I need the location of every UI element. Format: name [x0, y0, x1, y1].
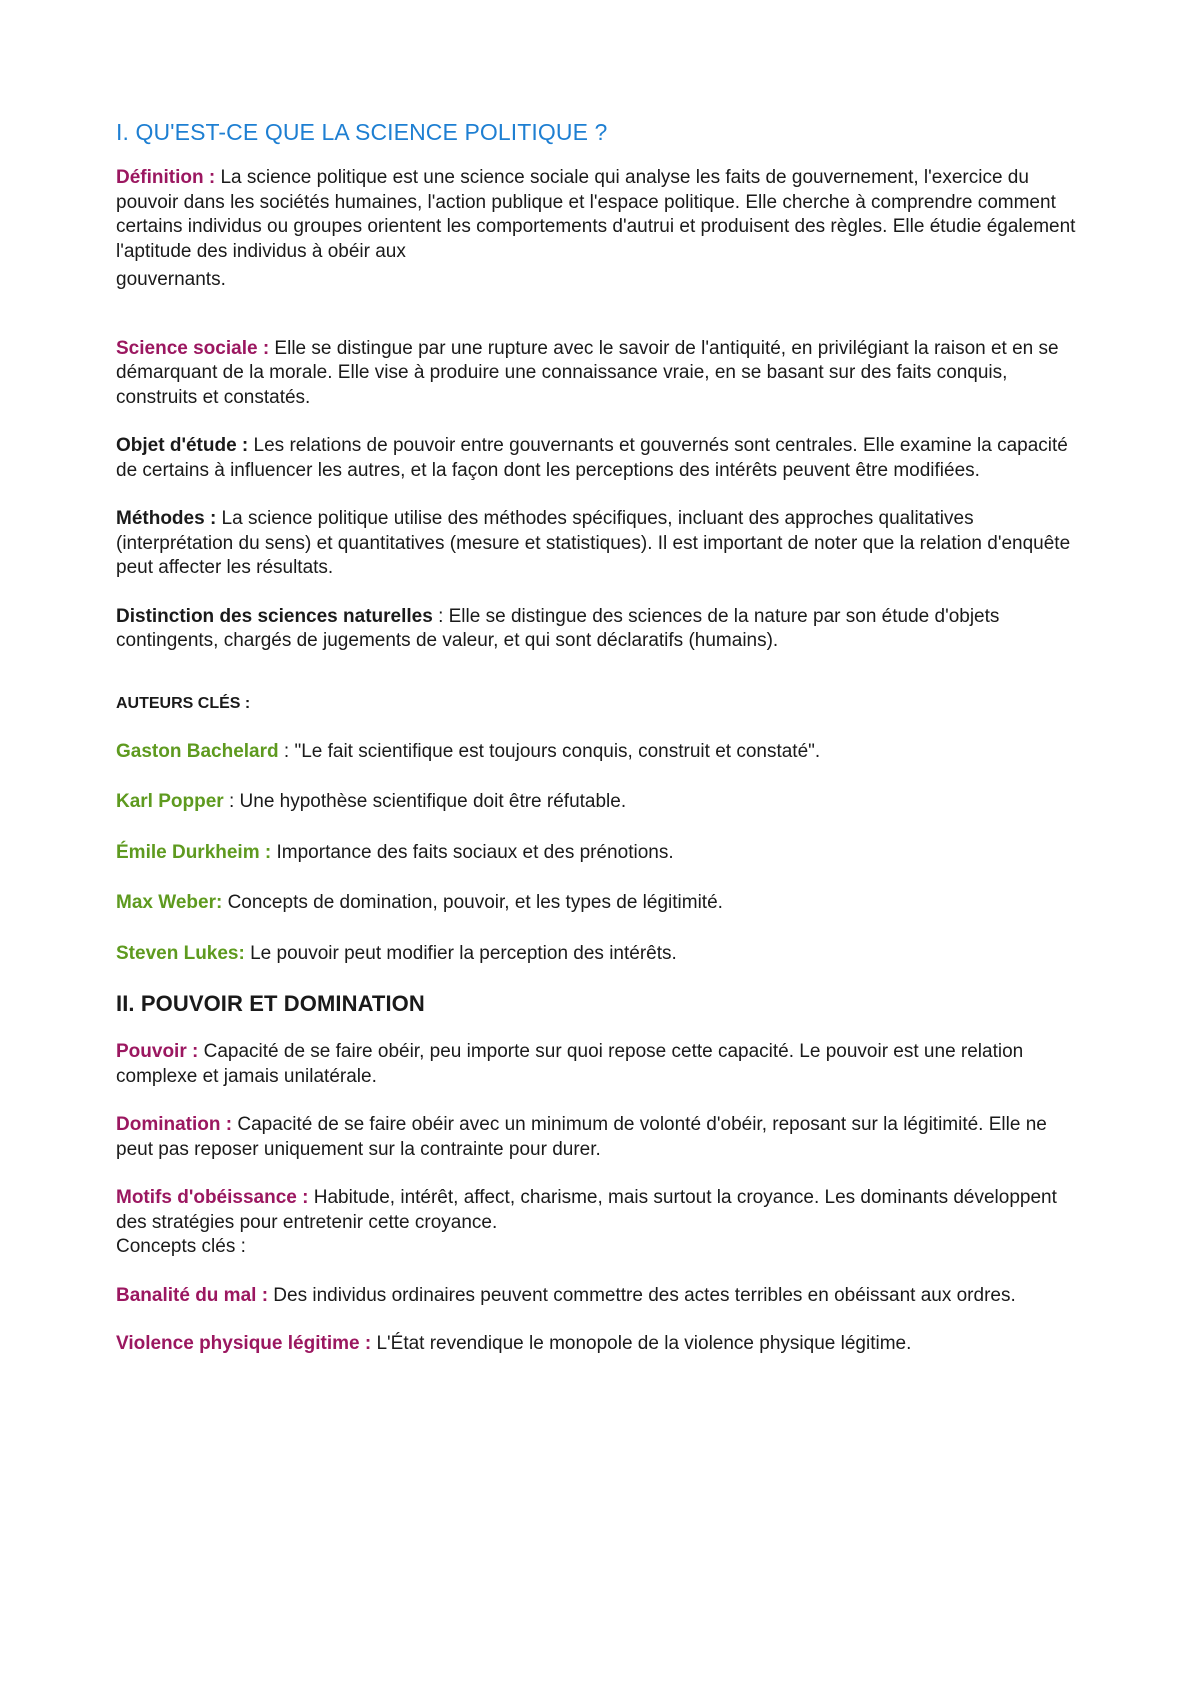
domination-text: Capacité de se faire obéir avec un minimum de volonté d'obéir, reposant sur la légitimité. Elle ne peut pas reposer uniquement sur la contrainte pour durer.	[116, 1114, 1047, 1160]
document-page	[116, 118, 1086, 1357]
author-name: Émile Durkheim :	[116, 841, 272, 863]
auteurs-label: AUTEURS CLÉS :	[116, 694, 251, 712]
pouvoir-term: Pouvoir :	[116, 1041, 199, 1062]
author-name: Steven Lukes:	[116, 942, 245, 964]
author-name: Karl Popper	[116, 791, 224, 812]
author-item	[116, 790, 1086, 815]
pouvoir-paragraph	[116, 1040, 1086, 1089]
methodes-paragraph	[116, 507, 1086, 581]
distinction-text: : Elle se distingue des sciences de la nature par son étude d'objets contingents, chargés de jugements de valeur, et qui sont déclaratifs (humains).	[116, 605, 1000, 651]
methodes-text: La science politique utilise des méthodes spécifiques, incluant des approches qualitatives (interprétation du sens) et quantitatives (mesure et statistiques). Il est important de noter que la relation d'enquête peut affecter les résultats.	[116, 508, 1071, 578]
objet-etude-text: Les relations de pouvoir entre gouvernants et gouvernés sont centrales. Elle examine la capacité de certains à influencer les autres, et la façon dont les perceptions des intérêts peuvent être modifiées.	[116, 435, 1068, 481]
science-sociale-paragraph	[116, 337, 1086, 411]
author-text: : Une hypothèse scientifique doit être réfutable.	[223, 791, 627, 812]
methodes-term: Méthodes :	[116, 508, 217, 529]
author-name: Max Weber:	[116, 892, 223, 913]
motifs-paragraph	[116, 1186, 1086, 1260]
definition-text: La science politique est une science sociale qui analyse les faits de gouvernement, l'exercice du pouvoir dans les sociétés humaines, l'action publique et l'espace politique. Elle cherche à comprendre comment certains individus ou groupes orientent les comportements d'autrui et produisent des règles. Elle étudie également l'aptitude des individus à obéir aux	[116, 167, 1076, 262]
pouvoir-text: Capacité de se faire obéir, peu importe sur quoi repose cette capacité. Le pouvoir est une relation complexe et jamais unilatérale.	[116, 1041, 1024, 1087]
motifs-text: Habitude, intérêt, affect, charisme, mais surtout la croyance. Les dominants développent des stratégies pour entretenir cette croyance.	[116, 1187, 1057, 1233]
distinction-term: Distinction des sciences naturelles	[116, 605, 433, 627]
objet-etude-paragraph	[116, 434, 1086, 483]
author-item	[116, 841, 1086, 866]
motifs-term: Motifs d'obéissance :	[116, 1187, 309, 1208]
violence-text: L'État revendique le monopole de la violence physique légitime.	[371, 1333, 912, 1354]
author-item	[116, 942, 1086, 967]
science-sociale-text: Elle se distingue par une rupture avec le savoir de l'antiquité, en privilégiant la raison et en se démarquant de la morale. Elle vise à produire une connaissance vraie, en se basant sur des faits conquis, construits et constatés.	[116, 337, 1059, 408]
distinction-paragraph	[116, 605, 1086, 654]
section-2-title: II. POUVOIR ET DOMINATION	[116, 991, 425, 1016]
definition-text-end: gouvernants.	[116, 269, 226, 290]
author-item	[116, 891, 1086, 916]
concepts-cles-label: Concepts clés :	[116, 1236, 246, 1257]
author-text: Concepts de domination, pouvoir, et les types de légitimité.	[222, 892, 723, 913]
author-name: Gaston Bachelard	[116, 740, 279, 762]
authors-list	[116, 740, 1086, 967]
domination-paragraph	[116, 1113, 1086, 1162]
science-sociale-term: Science sociale :	[116, 337, 270, 359]
violence-term: Violence physique légitime :	[116, 1333, 372, 1354]
objet-etude-term: Objet d'étude :	[116, 435, 249, 456]
author-text: Le pouvoir peut modifier la perception des intérêts.	[244, 942, 677, 964]
banalite-term: Banalité du mal :	[116, 1284, 269, 1306]
banalite-text: Des individus ordinaires peuvent commettre des actes terribles en obéissant aux ordres.	[268, 1284, 1016, 1306]
author-text: : "Le fait scientifique est toujours conquis, construit et constaté".	[278, 740, 821, 762]
domination-term: Domination :	[116, 1114, 233, 1135]
violence-paragraph	[116, 1332, 1086, 1357]
section-1-title: I. QU'EST-CE QUE LA SCIENCE POLITIQUE ?	[116, 119, 608, 145]
banalite-paragraph	[116, 1284, 1086, 1309]
author-item	[116, 740, 1086, 765]
author-text: Importance des faits sociaux et des prénotions.	[271, 841, 674, 863]
definition-paragraph	[116, 166, 1086, 293]
definition-term: Définition :	[116, 167, 216, 188]
